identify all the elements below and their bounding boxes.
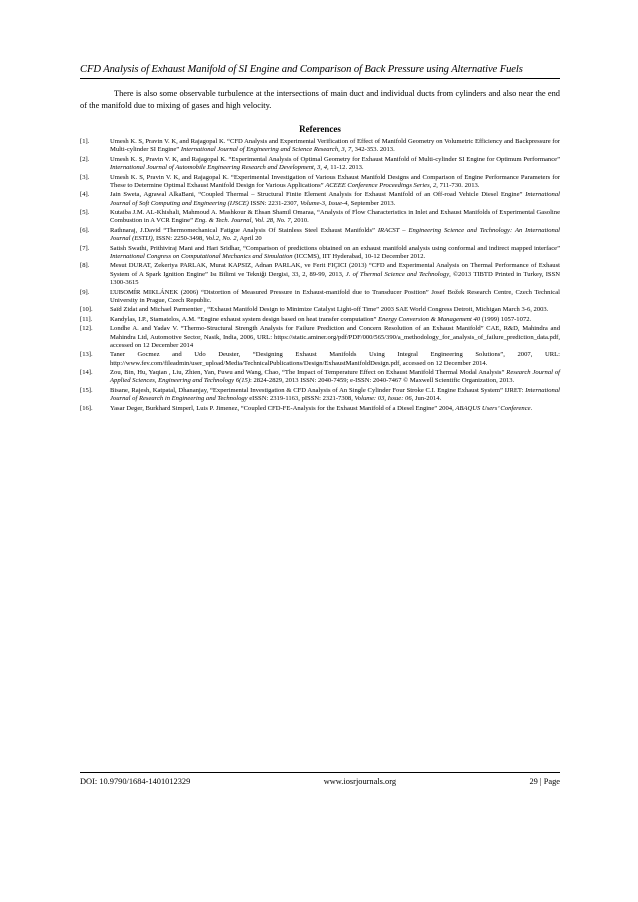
reference-italic-segment: Research Journal of Applied Sciences, Engineering and Technology 6(15) bbox=[110, 369, 561, 385]
reference-italic-segment: International Journal of Soft Computing and Engineering (IJSCE) bbox=[110, 191, 560, 207]
reference-text bbox=[110, 191, 560, 208]
reference-item bbox=[80, 138, 560, 155]
reference-segment: Umesh K. S, Pravin V. K, and Rajagopal K. “Experimental Analysis of Optimal Geometry for Exhaust Manifold of Multi-cylinder SI Engine for Optimum Performance” bbox=[110, 155, 560, 163]
reference-segment: Yasar Deger, Burkhard Simperl, Luis P. Jimenez, “Coupled CFD-FE-Analysis for the Exhaust Manifold of a Diesel Engine” 2004, bbox=[110, 404, 456, 412]
reference-text bbox=[110, 138, 560, 155]
reference-number: [7]. bbox=[80, 244, 90, 252]
reference-text bbox=[110, 405, 560, 413]
reference-item bbox=[80, 306, 560, 314]
page-header bbox=[80, 64, 560, 79]
reference-item bbox=[80, 209, 560, 226]
reference-italic-segment: Energy Conversion & Management 40 bbox=[378, 315, 481, 323]
reference-italic-segment: IRACST – Engineering Science and Technology: An International Journal (ESTIJ) bbox=[110, 226, 560, 243]
reference-item bbox=[80, 369, 560, 386]
reference-segment: Taner Gocmez and Udo Deuster, “Designing Exhaust Manifolds Using Integral Engineering Solutions”, 2007, URL: http://www.fev.com/fileadmin/user_upload/Media/TechnicalPublications/Design/ExhaustManifoldDesign.pdf, accessed on 12 December 2014. bbox=[110, 351, 560, 367]
running-title: CFD Analysis of Exhaust Manifold of SI Engine and Comparison of Back Pressure using Alternative Fuels bbox=[80, 64, 523, 75]
reference-number: [14]. bbox=[80, 369, 93, 377]
reference-italic-segment: ACEEE Conference Proceedings Series, 2, bbox=[325, 181, 438, 189]
reference-segment: , Jun-2014. bbox=[411, 395, 442, 403]
reference-number: [5]. bbox=[80, 209, 90, 217]
reference-item bbox=[80, 325, 560, 350]
reference-segment: , April 20 bbox=[236, 235, 262, 243]
reference-text bbox=[110, 245, 560, 262]
reference-italic-segment: International Journal of Engineering and Science Research, 3, 7 bbox=[180, 146, 352, 154]
reference-number: [8]. bbox=[80, 262, 90, 270]
reference-segment: (1999) 1057-1072. bbox=[480, 315, 532, 323]
reference-number: [10]. bbox=[80, 306, 93, 314]
reference-text bbox=[110, 351, 560, 368]
reference-number: [13]. bbox=[80, 351, 93, 359]
reference-number: [11]. bbox=[80, 315, 93, 323]
references-heading: References bbox=[299, 124, 341, 134]
reference-italic-segment: International Congress on Computational Mechanics and Simulation bbox=[110, 252, 293, 260]
reference-text bbox=[110, 262, 560, 287]
reference-italic-segment: Volume-3, Issue-4 bbox=[300, 199, 348, 207]
reference-italic-segment: Vol.2, No. 2 bbox=[205, 235, 237, 243]
reference-item bbox=[80, 387, 560, 404]
reference-number: [12]. bbox=[80, 325, 93, 333]
reference-italic-segment: International Journal of Automobile Engineering Research and Development, 3, 4, bbox=[110, 164, 329, 172]
reference-segment: Satish Swathi, Prithiviraj Mani and Hari Sridhar, “Comparison of predictions obtained on an exhaust manifold analysis using conformal and indirect mapped interface” bbox=[110, 244, 560, 252]
reference-text bbox=[110, 369, 560, 386]
reference-segment: ĽUBOMÍR MIKLÁNEK (2006) “Distortion of Measured Pressure in Exhaust-manifold due to Transducer Position” Josef Božek Research Centre, Czech Technical University in Prague, Czech Republic. bbox=[110, 288, 560, 304]
reference-item bbox=[80, 351, 560, 368]
reference-text bbox=[110, 306, 560, 314]
reference-segment: , September 2013. bbox=[347, 199, 396, 207]
reference-number: [15]. bbox=[80, 386, 93, 394]
reference-item bbox=[80, 289, 560, 306]
reference-segment: , ISSN: 2250-3498, bbox=[152, 235, 206, 243]
reference-segment: , 342-353. 2013. bbox=[351, 146, 395, 154]
reference-segment: 11-12. 2013. bbox=[328, 164, 364, 172]
reference-italic-segment: J. of Thermal Science and Technology bbox=[345, 270, 450, 278]
reference-italic-segment: International Journal of Research in Engineering and Technology bbox=[110, 386, 560, 403]
footer-doi: DOI: 10.9790/1684-1401012329 bbox=[80, 777, 191, 786]
reference-segment: Bisane, Rajesh, Katpatal, Dhananjay, “Experimental Investigation & CFD Analysis of An Single Cylinder Four Stroke C.I. Engine Exhaust System” IJRET: bbox=[110, 386, 526, 394]
reference-segment: eISSN: 2319-1163, pISSN: 2321-7308, bbox=[247, 395, 355, 403]
reference-segment: ISSN: 2231-2307, bbox=[248, 199, 301, 207]
reference-segment: Rathnaraj, J.David “Thermomechanical Fatigue Analysis Of Stainless Steel Exhaust Manifolds” bbox=[110, 226, 378, 234]
reference-segment: : 2824-2829, 2013 ISSN: 2040-7459; e-ISSN: 2040-7467 © Maxwell Scientific Organization, 2013. bbox=[250, 377, 515, 385]
reference-text bbox=[110, 325, 560, 350]
reference-item bbox=[80, 316, 560, 324]
reference-number: [16]. bbox=[80, 404, 93, 412]
reference-item bbox=[80, 262, 560, 287]
reference-number: [1]. bbox=[80, 138, 90, 145]
reference-segment: (ICCMS), IIT Hyderabad, 10-12 December 2012. bbox=[292, 252, 426, 260]
reference-segment: Zou, Bin, Hu, Yaqian , Liu, Zhien, Yan, Fuwu and Wang, Chao, “The Impact of Temperature Effect on Exhaust Manifold Thermal Modal Analysis” bbox=[110, 369, 507, 377]
footer-website-link[interactable]: www.iosrjournals.org bbox=[323, 777, 397, 786]
reference-segment: Saïd Zidat and Michael Parmentier , “Exhaust Manifold Design to Minimize Catalyst Light-off Time” 2003 SAE World Congress Detroit, Michigan March 3-6, 2003. bbox=[110, 306, 549, 314]
reference-text bbox=[110, 316, 560, 324]
reference-segment: Jain Sweta, Agrawal AlkaBani, “Coupled Thermal – Structural Finite Element Analysis for Exhaust Manifold of an Off-road Vehicle Diesel Engine” bbox=[110, 191, 526, 199]
reference-italic-segment: ABAQUS Users’ Conference bbox=[455, 404, 531, 412]
reference-segment: Umesh K. S, Pravin V. K, and Rajagopal K. “CFD Analysis and Experimental Verification of Effect of Manifold Geometry on Volumetric Efficiency and Backpressure for Multi-cylinder SI Engine” bbox=[110, 138, 560, 154]
reference-segment: , 2010. bbox=[290, 217, 309, 225]
page-footer bbox=[80, 772, 560, 786]
reference-number: [6]. bbox=[80, 226, 90, 234]
reference-text bbox=[110, 156, 560, 173]
reference-item bbox=[80, 405, 560, 413]
reference-text bbox=[110, 227, 560, 244]
reference-italic-segment: Eng. & Tech. Journal, Vol. 28, No. 7 bbox=[194, 217, 291, 225]
references-list bbox=[80, 138, 560, 414]
reference-text bbox=[110, 174, 560, 191]
reference-segment: . bbox=[530, 404, 533, 412]
reference-item bbox=[80, 227, 560, 244]
reference-item bbox=[80, 174, 560, 191]
reference-segment: Londhe A. and Yadav V. “Thermo-Structural Strength Analysis for Failure Prediction and Concern Resolution of an Exhaust Manifold” CAE, R&D, Mahindra and Mahindra Ltd, Automotive Sector, Nasik, India, 2006, URL: https://static.aminer.org/pdf/PDF/000/565/390/a_methodology_for_analysis_of_failure_prediction_data.pdf, accessed on 12 December 2014 bbox=[110, 325, 560, 349]
reference-number: [9]. bbox=[80, 288, 90, 296]
reference-segment: Kutaiba J.M. AL-Khishali, Mahmoud A. Mashkour & Ehsan Shamil Omaraa, “Analysis of Flow Characteristics in Inlet and Exhaust Manifolds of Experimental Gasoline Combustion in A VCR Engine” bbox=[110, 209, 560, 225]
reference-segment: 711-730. 2013. bbox=[437, 181, 480, 189]
reference-segment: Mesut DURAT, Zekeriya PARLAK, Murat KAPSIZ, Adnan PARLAK, ve Ferit FIÇICI (2013) “CFD and Experimental Analysis on Thermal Performance of Exhaust System of A Spark Ignition Engine” Isı Bilimi ve Tekniği Dergisi, 33, 2, 89-99, 2013, bbox=[110, 262, 560, 278]
reference-number: [3]. bbox=[80, 173, 90, 181]
reference-italic-segment: Volume: 03, Issue: 06 bbox=[354, 395, 412, 403]
reference-segment: Umesh K. S, Pravin V. K, and Rajagopal K. “Experimental Investigation of Various Exhaust Manifold Designs and Comparison of Engine Performance Parameters for These to Determine Optimal Exhaust Manifold Design for Various Applications” bbox=[110, 173, 560, 189]
reference-item bbox=[80, 156, 560, 173]
reference-item bbox=[80, 245, 560, 262]
reference-text bbox=[110, 387, 560, 404]
intro-paragraph: There is also some observable turbulence at the intersections of main duct and individual ducts from cylinders and also near the end of the manifold due to mixing of gases and high velocity. bbox=[80, 89, 560, 110]
reference-segment: , ©2013 TIBTD Printed in Turkey, ISSN 1300-3615 bbox=[110, 270, 561, 287]
reference-text bbox=[110, 289, 560, 306]
reference-segment: Kandylas, I.P., Stamatelos, A.M. “Engine exhaust system design based on heat transfer computation” bbox=[110, 315, 379, 323]
reference-item bbox=[80, 191, 560, 208]
reference-text bbox=[110, 209, 560, 226]
reference-number: [4]. bbox=[80, 191, 90, 199]
reference-number: [2]. bbox=[80, 155, 90, 163]
footer-page-number: 29 | Page bbox=[529, 777, 560, 786]
